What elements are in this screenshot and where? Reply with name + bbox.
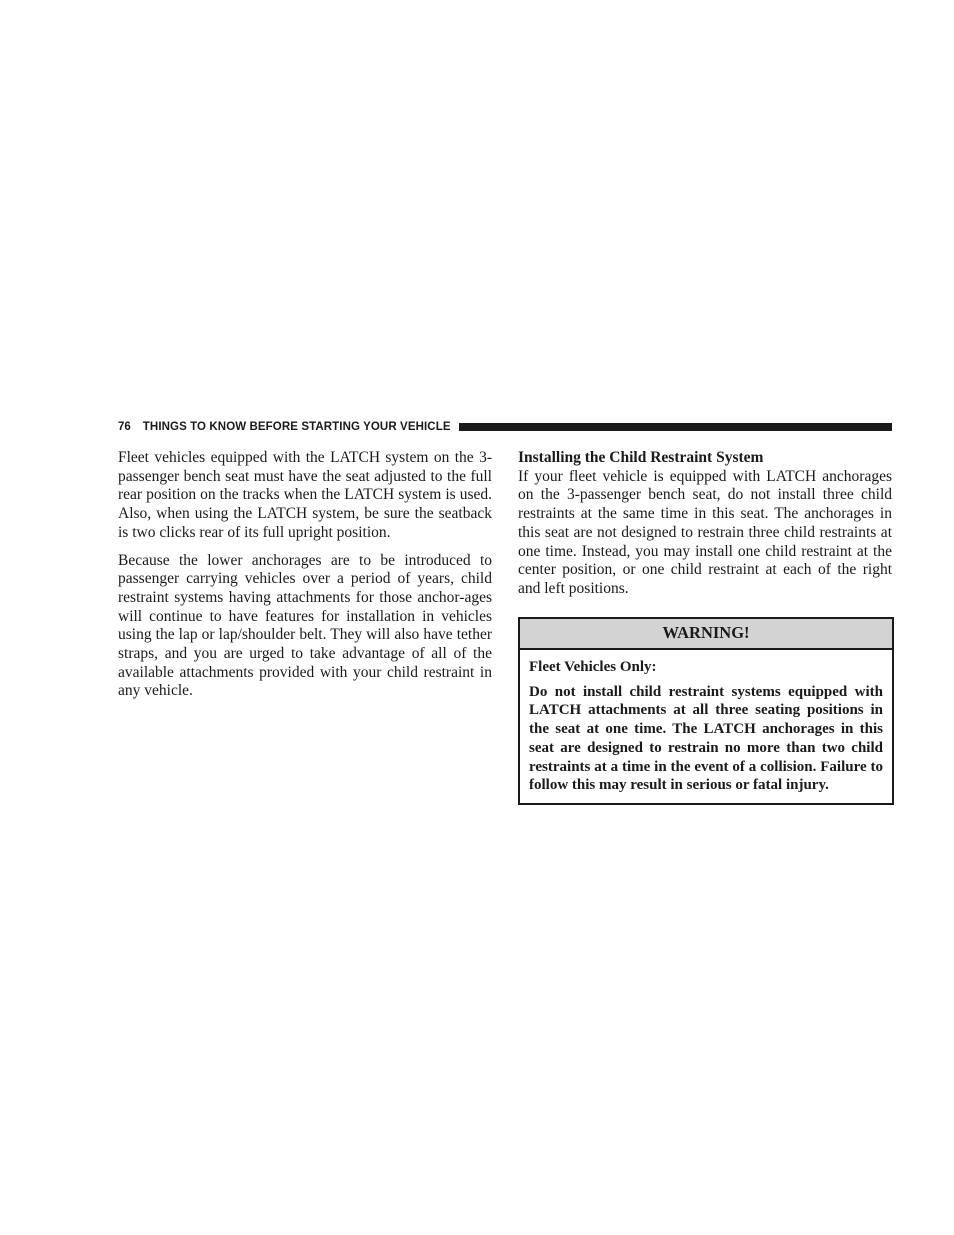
page-number: 76 [118, 421, 131, 433]
body-paragraph: If your fleet vehicle is equipped with LATCH anchorages on the 3-passenger bench seat, do not install three child restraints at the same time in this seat. The anchorages in this seat are not designed to restrain three child restraints at one time. Instead, you may install one child restraint at the center position, or one child restraint at each of the right and left positions. [518, 467, 892, 597]
body-paragraph: Fleet vehicles equipped with the LATCH system on the 3-passenger bench seat must have the seat adjusted to the full rear position on the tracks when the LATCH system is used. Also, when using the LATCH system, be sure the seatback is two clicks rear of its full upright position. [118, 449, 492, 541]
section-title: THINGS TO KNOW BEFORE STARTING YOUR VEHICLE [142, 421, 451, 433]
right-column [518, 449, 892, 608]
warning-body [520, 650, 892, 803]
left-column [118, 449, 492, 710]
warning-box [518, 617, 894, 805]
subheading: Installing the Child Restraint System [518, 449, 764, 466]
warning-title: WARNING! [520, 619, 892, 650]
warning-text: Do not install child restraint systems equipped with LATCH attachments at all three seating positions in the seat at one time. The LATCH anchorages in this seat are designed to restrain no more than two child restraints at a time in the event of a collision. Failure to follow this may result in serious or fatal injury. [529, 683, 883, 794]
page-header [118, 419, 892, 435]
body-paragraph: Because the lower anchorages are to be introduced to passenger carrying vehicles over a period of years, child restraint systems having attachments for those anchor-ages will continue to have features for installation in vehicles using the lap or lap/shoulder belt. They will also have tether straps, and you are urged to take advantage of all of the available attachments provided with your child restraint in any vehicle. [118, 551, 492, 700]
header-rule [459, 423, 892, 431]
warning-lead: Fleet Vehicles Only: [529, 659, 657, 675]
